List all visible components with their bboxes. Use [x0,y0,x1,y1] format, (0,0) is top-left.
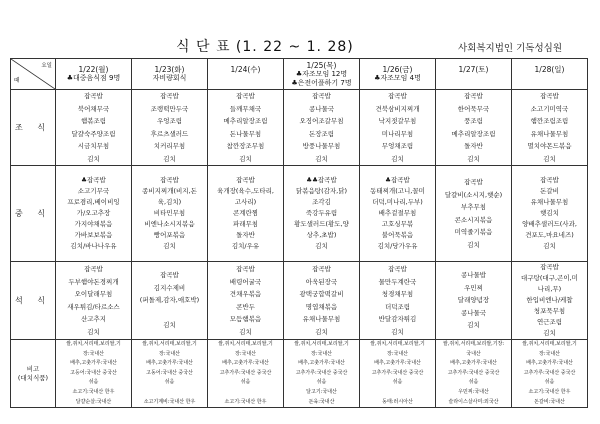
menu-item: 미역줄기볶음 [454,228,493,236]
origin-note-line: 국내산 [466,350,481,357]
menu-item: 김치 [315,242,328,250]
origin-note-cell [56,340,132,408]
dinner-row [11,262,588,340]
day-note [513,74,586,83]
menu-item: 낙지젓갈무침 [378,117,417,125]
menu-item: 가바보보볶음 [74,231,113,239]
menu-item: 콘소시지볶음 [454,215,493,224]
corner-cell [11,59,56,90]
menu-item: 명엽채볶음 [305,302,338,311]
day-date: 1/27(토) [458,65,489,74]
origin-note-line: 섞음 [240,379,251,386]
origin-note-line: 고추가루:국내산 중국산 [371,369,424,376]
origin-note-line: 배추,고춧가루:국내산 [146,360,193,367]
organization-name: 사회복지법인 기독성심원 [458,43,562,54]
day-note: ♣자조모임 12명 [295,69,348,78]
menu-item: 물만두계란국 [378,277,417,286]
menu-item: 메추리알장조림 [223,117,268,125]
origin-note-line: 장:국내산 [234,350,256,357]
menu-cell [208,90,284,166]
menu-item: 메추리알장조림 [451,129,496,138]
menu-item: (퍼돌제,감자,애호박) [139,296,200,305]
menu-item: 고사리) [234,198,257,206]
menu-item: 동태찌개(고니,꼴미 [370,187,425,195]
menu-item: 달걀비(소시지,햇순) [444,190,503,199]
menu-item: 대구탕(대구,곤이,미 [521,274,578,282]
menu-item: ♣♣잡곡밥 [306,176,337,184]
origin-note-cell [436,340,512,408]
day-date: 1/24(수) [230,65,261,74]
origin-note-line [133,388,206,398]
meal-label-line: 비고 [26,364,40,373]
menu-item: 잡곡밥 [236,176,255,184]
menu-item: 한입비엔나/케찹 [526,296,573,304]
menu-item: 유채나물무침 [302,315,341,323]
origin-note-line: 고추가루:국내산 중국산 [523,369,576,376]
menu-item: 김치 [467,240,480,249]
menu-cell [436,90,512,166]
menu-item: 닭볶음탕(감자,닭) [295,187,348,195]
origin-note-line [209,388,282,398]
menu-item: 김치/우유 [231,242,260,250]
day-header-sun [512,59,588,90]
origin-note-line: 우민찌:국내산 [458,388,489,395]
menu-item: 육개장(육수,도타리, [217,187,274,195]
menu-item: 산고추지 [80,315,107,323]
menu-item: 김치 [467,154,480,163]
menu-item: 배추겉절무침 [378,209,417,217]
origin-note-line: 쌀,쥐치,서리태,보리쌀,기 [66,341,121,347]
meal-label-line: 조 식 [15,123,51,132]
menu-item: 치커리무침 [153,142,186,150]
origin-note-line: 고동어:국내산 중국산 [146,369,193,376]
menu-item: 양배추샐러드(사과, [522,220,577,228]
menu-cell [132,90,208,166]
menu-item: 햇김치 [540,209,559,217]
menu-cell [284,90,360,166]
origin-note-line: 장:국내산 [386,350,408,357]
menu-item: ♣잡곡밥 [81,176,106,184]
day-date: 1/22(월) [78,65,109,74]
menu-item: 미나리무침 [381,129,414,138]
menu-item: 우엉조림 [156,117,183,125]
menu-cell [436,166,512,262]
menu-item: 김치 [239,154,252,163]
origin-note-cell [512,340,588,408]
origin-note-line: 쌀,쥐치,서리태,보리쌀,기 [294,341,349,347]
menu-item: 더덕조림 [384,302,411,311]
origin-note-line: 소고기:국내산 한우 [528,388,571,395]
menu-item: 가/오고추장 [76,209,111,217]
origin-note-line: 쌀,쥐치,서리태,보리쌀,기 [522,341,577,347]
origin-note-line: 장:국내산 [538,350,560,357]
origin-note-line: 섞음 [468,379,479,386]
origin-note-line: 고추가루:국내산 중국산 [447,369,500,376]
menu-item: 유채나물무침 [530,198,569,206]
page-title: 식 단 표 (1. 22 ~ 1. 28) [176,39,354,55]
menu-item: 김치 [315,154,328,163]
menu-item: 잡곡밥 [540,263,559,271]
menu-item: 들깨무채국 [229,104,262,113]
menu-item: 한어묵무국 [457,104,490,113]
menu-cell [208,166,284,262]
menu-item: 유채나물무침 [530,129,569,138]
menu-cell [208,262,284,340]
origin-note-line: 쌀,쥐치,서리태,보리쌀,기 [142,341,197,347]
menu-item: 소고기무국 [77,187,110,195]
menu-item: 콩나물국 [460,308,487,317]
menu-item: 김치 [467,321,480,330]
corner-meal-label: 때 [14,78,20,84]
menu-table [10,58,588,408]
day-header-wed [208,59,284,90]
origin-note-line: 배추,고춧가루:국내산 [526,360,573,367]
day-header-mon [56,59,132,90]
menu-item: 김치 [239,327,252,336]
menu-item: 김치 [391,154,404,163]
origin-note-line: 장:국내산 [82,350,104,357]
menu-item: 돌자반 [464,142,483,150]
menu-item: 돌자반 [236,231,255,239]
menu-item: 견북삼비지찌개 [375,104,420,113]
menu-cell [56,166,132,262]
menu-item: 김치 [315,327,328,336]
menu-item: 견포도,마요네즈) [525,231,574,239]
menu-item: 부추무침 [460,203,487,211]
menu-item: 잡곡밥 [388,92,407,100]
menu-item: 잡곡밥 [540,176,559,184]
menu-item: 연근조림 [536,318,563,326]
lunch-row [11,166,588,262]
day-note-2: ♣은전어플하기 7명 [291,78,352,87]
meal-label-line: 중 식 [15,209,51,218]
origin-note-line: 소고기:국내산 한우 [224,398,267,405]
menu-item: 무엉채조림 [381,142,414,150]
menu-cell [284,262,360,340]
menu-item: 달래양념장 [457,296,490,305]
origin-note-line: 섞음 [544,379,555,386]
origin-note-line: 배추,고춧가루:국내산 [298,360,345,367]
origin-note-line: 쌀,쥐치,서리태,보리쌀,기 [370,341,425,347]
origin-note-cell [208,340,284,408]
menu-item: 잡곡밥 [540,92,559,100]
menu-item [133,307,206,320]
menu-item: 더덕,미나리,두부) [372,198,423,206]
menu-item: 돈나물무침 [229,129,262,138]
menu-item: 불어묵볶음 [381,231,414,239]
origin-note-line: 달고기:국내산 [306,388,337,395]
day-note [209,74,282,83]
origin-note-line: 동태:러시아산 [382,398,413,405]
menu-item: 빵어포볶음 [153,231,186,239]
menu-item: 잡곡밥 [312,92,331,100]
menu-item: 고호싱무볶 [381,220,414,228]
menu-item: 햄깐조림조림 [530,117,569,125]
origin-note-line [361,388,434,398]
origin-note-line: 배추,고춧가루:국내산 [222,360,269,367]
menu-item: 풍조림 [464,117,483,125]
menu-cell [132,166,208,262]
menu-item: 소고기미역국 [530,104,569,113]
day-note: 자비량회식 [152,74,187,82]
menu-item: 잡곡밥 [84,265,103,273]
menu-item: 오징어조갈무침 [299,117,344,125]
menu-item: 북어채무국 [77,104,110,113]
menu-item: 잡곡밥 [84,92,103,100]
origin-note-cell [360,340,436,408]
menu-item: 잡곡밥 [160,271,179,280]
meal-label [11,262,56,340]
origin-note-line: 쌀,쥐치,서리태,보리쌀,기 [218,341,273,347]
menu-item: 두부햄야돈경찌개 [68,277,119,286]
menu-cell [512,90,588,166]
menu-item: 비엔나소시지볶음 [144,220,195,228]
menu-item: 콩나물밥 [460,271,487,280]
day-date: 1/23(화) [154,65,185,74]
menu-item: 배령어굴국 [229,277,262,286]
menu-item: 김치/바나나우유 [70,242,117,250]
menu-item: 돈갈비 [540,187,559,195]
menu-item: 광택궁합떡갈비 [299,290,344,298]
origin-note-line: 배추,고춧가루:국내산 [70,360,117,367]
menu-item: 반달감자튀김 [378,315,417,323]
origin-note-line: 소고기계비:국내산 한우 [143,398,196,405]
menu-item: 나리,무) [537,285,562,293]
menu-cell [512,166,588,262]
menu-item: 상추,초밥) [306,231,337,239]
origin-note-line: 돈육:국내산 [308,398,335,405]
origin-note-line: 달걀순살:국내산 [75,398,112,405]
day-header-thu [284,59,360,90]
day-header-sat [436,59,512,90]
menu-item: 잡곡밥 [388,265,407,273]
menu-item: 후르츠샐러드 [150,129,189,138]
day-note: ♣자조모임 4명 [374,74,421,82]
menu-item: 청포묵무침 [533,307,566,315]
origin-note-cell [132,340,208,408]
menu-item: 모듬햄볶음 [229,315,262,323]
menu-item: 오이달래무침 [74,290,113,298]
meal-label [11,166,56,262]
origin-note-line: 섞음 [164,379,175,386]
origin-note-line: 장:국내산 [158,350,180,357]
menu-item: 방풍나물무침 [302,142,341,150]
menu-item: 비타민무침 [153,209,186,217]
menu-item: 조랭떡만두국 [150,104,189,113]
day-note: ♣대중음식점 9명 [66,74,121,82]
menu-cell [56,90,132,166]
menu-cell [512,262,588,340]
origin-note-line: 섞음 [392,379,403,386]
menu-item: 김치 [87,327,100,336]
origin-note-line: 섞음 [88,379,99,386]
menu-cell [56,262,132,340]
menu-item: 육,김치) [157,198,182,206]
day-header-fri [360,59,436,90]
menu-item: 김치 [543,154,556,163]
day-date: 1/26(금) [382,65,413,74]
corner-day-label: 요일 [41,63,52,69]
menu-item: 김지수제비 [153,283,186,292]
menu-item: 견채우볶음 [229,290,262,298]
menu-item: 멸치야몬드볶음 [527,142,572,150]
menu-item: 참깐장조무침 [226,142,265,150]
menu-item: ♣잡곡밥 [385,176,410,184]
origin-note-line: 소고기:국내산 한우 [72,388,115,395]
origin-note-line: 배추,고춧가루:국내산 [374,360,421,367]
origin-note-line: 배추,고춧가루:국내산 [450,360,497,367]
menu-item: 우민찌 [464,283,483,292]
menu-item: 김치 [163,154,176,163]
header-row [11,59,588,90]
menu-item: 김치 [87,154,100,163]
menu-item: 가지야채볶음 [74,220,113,228]
menu-item: 종비지찌개(비지,돈 [142,187,197,195]
meal-label [11,340,56,408]
meal-label-line: 석 식 [15,296,51,305]
meal-label [11,90,56,166]
day-note [437,74,510,83]
menu-cell [132,262,208,340]
menu-item: 잡곡밥 [464,178,483,186]
menu-item: 새우튀김/타르소스 [67,302,120,311]
origin-note-cell [284,340,360,408]
menu-item: 프로겸리,베이비잉 [67,198,120,206]
origin-note-line: 쌀,쥐치,서리태,보리쌀,기장: [442,341,505,347]
day-date: 1/25(목) [306,60,337,70]
menu-cell [360,166,436,262]
origin-note-line: 고추가루:국내산 중국산 [219,369,272,376]
menu-item: 콩나물국 [308,104,335,113]
menu-item: 잡곡밥 [312,265,331,273]
menu-item: 아욱된장국 [305,277,338,286]
menu-item: 김치 [163,321,176,330]
menu-item: 죽강두유림 [305,209,338,217]
menu-cell [360,262,436,340]
origin-note-line: 장:국내산 [310,350,332,357]
notes-row [11,340,588,408]
menu-item: 시금치무침 [77,142,110,150]
menu-item: 김치 [543,329,556,337]
menu-item: 돈장조림 [308,129,335,138]
menu-item: 햄볶조림 [80,117,107,125]
menu-body [11,90,588,408]
menu-cell [284,166,360,262]
origin-note-line: 고등어:국내산 중국산 [70,369,117,376]
day-date: 1/28(일) [534,65,565,74]
origin-note-line: 고추가루:국내산 중국산 [295,369,348,376]
origin-note-line: 돈갈비:국내산 [534,398,565,405]
menu-item: 청경채무침 [381,290,414,298]
menu-item: 김치 [543,242,556,250]
menu-item: 달걀숙주양조림 [71,129,116,138]
breakfast-row [11,90,588,166]
menu-item: 김치 [391,327,404,336]
menu-item: 콘반두 [236,302,255,311]
menu-item: 조각김 [312,198,331,206]
meal-label-line: (대치식품) [17,373,49,382]
day-header-tue [132,59,208,90]
menu-item: 김치/당가우유 [377,242,418,250]
menu-item: 잡곡밥 [160,92,179,100]
menu-cell [360,90,436,166]
menu-item: 잡곡밥 [160,176,179,184]
menu-cell [436,262,512,340]
menu-item: 잡곡밥 [236,265,255,273]
menu-item: 잡곡밥 [236,92,255,100]
menu-item: 콘계란찜 [232,209,259,217]
menu-item: 파래무침 [232,220,259,228]
menu-item: 김치 [163,242,176,250]
origin-note-line: 슬라이스살사미:외국산 [448,398,499,405]
menu-item: 황도샐러드(황도,양 [294,220,349,228]
menu-item: 잡곡밥 [464,92,483,100]
origin-note-line: 섞음 [316,379,327,386]
